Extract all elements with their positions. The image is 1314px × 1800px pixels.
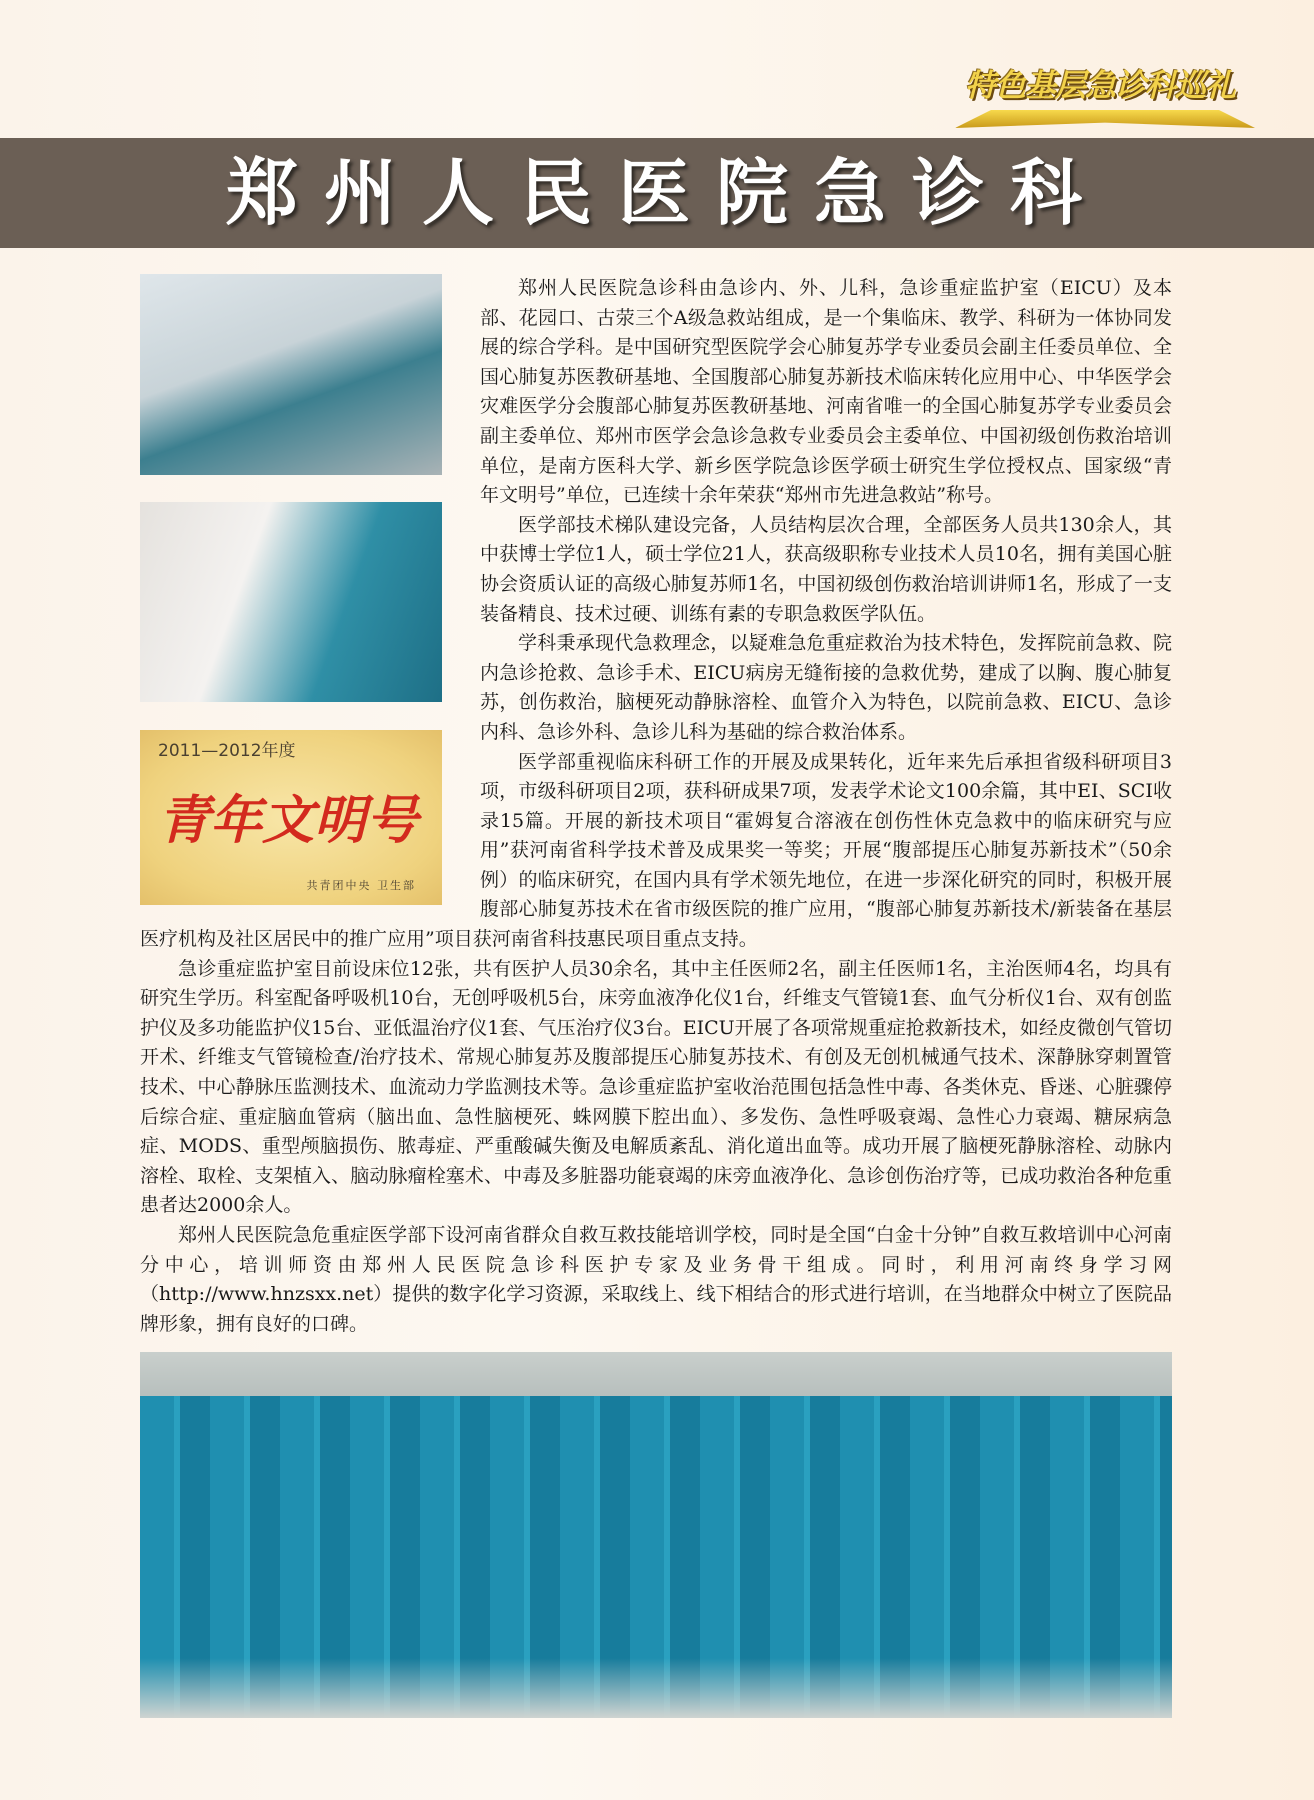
photo-stretcher-transport bbox=[140, 274, 442, 475]
column-logo-ribbon bbox=[955, 110, 1255, 128]
paragraph-features: 学科秉承现代急救理念，以疑难急危重症救治为技术特色，发挥院前急救、院内急诊抢救、急诊手术、EICU病房无缝衔接的急救优势，建成了以胸、腹心肺复苏，创伤救治，脑梗死动静脉溶栓、血管介入为特色，以院前急救、EICU、急诊内科、急诊外科、急诊儿科为基础的综合救治体系。 bbox=[480, 632, 1172, 743]
page-title: 郑州人民医院急诊科 bbox=[225, 151, 1108, 235]
award-issuer: 共青团中央 卫生部 bbox=[306, 879, 416, 892]
title-banner bbox=[0, 138, 1314, 248]
paragraph-eicu: 急诊重症监护室目前设床位12张，共有医护人员30余名，其中主任医师2名，副主任医师1名，主治医师4名，均具有研究生学历。科室配备呼吸机10台，无创呼吸机5台，床旁血液净化仪1台，纤维支气管镜1套、血气分析仪1台、双有创监护仪及多功能监护仪15台、亚低温治疗仪1套、气压治疗仪3台。EICU开展了各项常规重症抢救新技术，如经皮微创气管切开术、纤维支气管镜检查/治疗技术、常规心肺复苏及腹部提压心肺复苏技术、有创及无创机械通气技术、深静脉穿刺置管技术、中心静脉压监测技术、血流动力学监测技术等。急诊重症监护室收治范围包括急性中毒、各类休克、昏迷、心脏骤停后综合症、重症脑血管病（脑出血、急性脑梗死、蛛网膜下腔出血）、多发伤、急性呼吸衰竭、急性心力衰竭、糖尿病急症、MODS、重型颅脑损伤、脓毒症、严重酸碱失衡及电解质紊乱、消化道出血等。成功开展了脑梗死静脉溶栓、动脉内溶栓、取栓、支架植入、脑动脉瘤栓塞术、中毒及多脏器功能衰竭的床旁血液净化、急诊创伤治疗等，已成功救治各种危重患者达2000余人。 bbox=[140, 957, 1172, 1217]
award-name: 青年文明号 bbox=[158, 789, 419, 851]
article-body bbox=[140, 274, 1172, 1339]
paragraph-intro: 郑州人民医院急诊科由急诊内、外、儿科，急诊重症监护室（EICU）及本部、花园口、古荥三个A级急救站组成，是一个集临床、教学、科研为一体协同发展的综合学科。是中国研究型医院学会心肺复苏学专业委员会副主任委员单位、全国心肺复苏医教研基地、全国腹部心肺复苏新技术临床转化应用中心、中华医学会灾难医学分会腹部心肺复苏医教研基地、河南省唯一的全国心肺复苏学专业委员会副主委单位、郑州市医学会急诊急救专业委员会主委单位、中国初级创伤救治培训单位，是南方医科大学、新乡医学院急诊医学硕士研究生学位授权点、国家级“青年文明号”单位，已连续十余年荣获“郑州市先进急救站”称号。 bbox=[480, 277, 1172, 507]
column-logo bbox=[955, 66, 1255, 130]
paragraph-staff: 医学部技术梯队建设完备，人员结构层次合理，全部医务人员共130余人，其中获博士学位1人，硕士学位21人，获高级职称专业技术人员10名，拥有美国心脏协会资质认证的高级心肺复苏师1名，中国初级创伤救治培训讲师1名，形成了一支装备精良、技术过硬、训练有素的专职急救医学队伍。 bbox=[480, 513, 1172, 625]
team-group-photo bbox=[140, 1352, 1172, 1718]
paragraph-research: 医学部重视临床科研工作的开展及成果转化，近年来先后承担省级科研项目3项，市级科研项目2项，获科研成果7项，发表学术论文100余篇，其中EI、SCI收录15篇。开展的新技术项目“霍姆复合溶液在创伤性休克急救中的临床研究与应用”获河南省科学技术普及成果奖一等奖；开展“腹部提压心肺复苏新技术”（50余例）的临床研究，在国内具有学术领先地位，在进一步深化研究的同时，积极开展腹部心肺复苏技术在省市级医院的推广应用，“腹部心肺复苏新技术/新装备在基层医疗机构及社区居民中的推广应用”项目获河南省科技惠民项目重点支持。 bbox=[140, 750, 1172, 951]
photo-doctor-training bbox=[140, 502, 442, 702]
photo-youth-civilization-award bbox=[140, 730, 442, 905]
award-year: 2011—2012年度 bbox=[158, 741, 296, 761]
column-logo-text: 特色基层急诊科巡礼 bbox=[965, 68, 1235, 104]
paragraph-training: 郑州人民医院急危重症医学部下设河南省群众自救互救技能培训学校，同时是全国“白金十分钟”自救互救培训中心河南分中心，培训师资由郑州人民医院急诊科医护专家及业务骨干组成。同时，利用河南终身学习网（http://www.hnzsxx.net）提供的数字化学习资源，采取线上、线下相结合的形式进行培训，在当地群众中树立了医院品牌形象，拥有良好的口碑。 bbox=[140, 1224, 1172, 1335]
photo-column bbox=[140, 274, 480, 912]
